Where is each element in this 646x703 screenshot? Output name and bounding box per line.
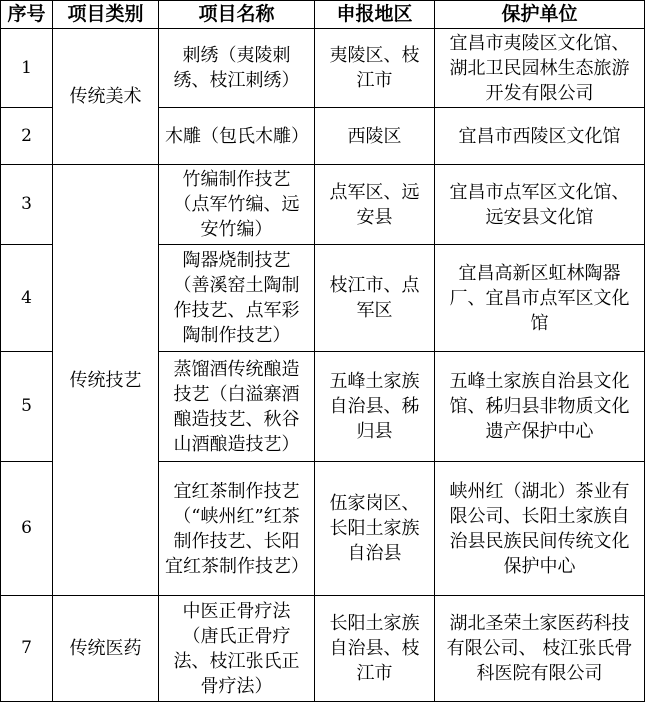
protection-unit: 峡州红（湖北）茶业有限公司、长阳土家族自治县民族民间传统文化保护中心 — [435, 462, 645, 596]
protection-unit: 宜昌市夷陵区文化馆、湖北卫民园林生态旅游开发有限公司 — [435, 29, 645, 108]
protection-unit: 宜昌市西陵区文化馆 — [435, 108, 645, 165]
region: 伍家岗区、长阳土家族自治县 — [315, 462, 435, 596]
row-no: 5 — [1, 352, 53, 462]
project-name: 蒸馏酒传统酿造技艺（白溢寨酒酿造技艺、秋谷山酒酿造技艺） — [159, 352, 315, 462]
row-no: 2 — [1, 108, 53, 165]
row-no: 3 — [1, 165, 53, 245]
row-no: 1 — [1, 29, 53, 108]
protection-unit: 宜昌高新区虹林陶器厂、宜昌市点军区文化馆 — [435, 245, 645, 352]
project-name: 刺绣（夷陵刺绣、枝江刺绣） — [159, 29, 315, 108]
region: 长阳土家族自治县、枝江市 — [315, 596, 435, 702]
row-no: 4 — [1, 245, 53, 352]
protection-unit: 五峰土家族自治县文化馆、秭归县非物质文化遗产保护中心 — [435, 352, 645, 462]
category-cell: 传统美术 — [53, 29, 159, 165]
project-name: 竹编制作技艺（点军竹编、远安竹编） — [159, 165, 315, 245]
header-no: 序号 — [1, 1, 53, 29]
region: 西陵区 — [315, 108, 435, 165]
region: 五峰土家族自治县、秭归县 — [315, 352, 435, 462]
table-row — [1, 29, 645, 108]
category-cell: 传统医药 — [53, 596, 159, 702]
row-no: 6 — [1, 462, 53, 596]
table-row — [1, 596, 645, 702]
header-category: 项目类别 — [53, 1, 159, 29]
header-name: 项目名称 — [159, 1, 315, 29]
table-row — [1, 165, 645, 245]
row-no: 7 — [1, 596, 53, 702]
region: 夷陵区、枝江市 — [315, 29, 435, 108]
region: 点军区、远安县 — [315, 165, 435, 245]
project-name: 宜红茶制作技艺（“峡州红”红茶制作技艺、长阳宜红茶制作技艺） — [159, 462, 315, 596]
header-unit: 保护单位 — [435, 1, 645, 29]
protection-unit: 宜昌市点军区文化馆、远安县文化馆 — [435, 165, 645, 245]
protection-unit: 湖北圣荣土家医药科技有限公司、 枝江张氏骨科医院有限公司 — [435, 596, 645, 702]
header-region: 申报地区 — [315, 1, 435, 29]
project-name: 中医正骨疗法（唐氏正骨疗法、枝江张氏正骨疗法） — [159, 596, 315, 702]
project-name: 陶器烧制技艺（善溪窑土陶制作技艺、点军彩陶制作技艺） — [159, 245, 315, 352]
region: 枝江市、点军区 — [315, 245, 435, 352]
category-cell: 传统技艺 — [53, 165, 159, 596]
header-row — [1, 1, 645, 29]
project-name: 木雕（包氏木雕） — [159, 108, 315, 165]
